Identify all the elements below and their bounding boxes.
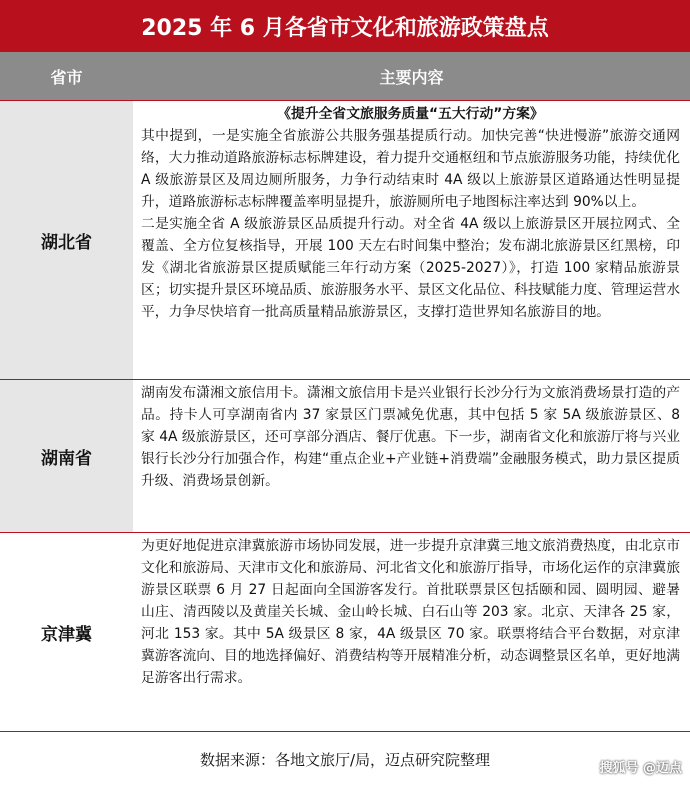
table-header	[0, 52, 690, 101]
content-cell	[133, 380, 690, 532]
table-row	[0, 533, 690, 732]
province-cell: 湖南省	[0, 380, 133, 532]
content-paragraph: 为更好地促进京津冀旅游市场协同发展，进一步提升京津冀三地文旅消费热度，由北京市文化和旅游局、天津市文化和旅游局、河北省文化和旅游厅指导，市场化运作的京津冀旅游景区联票 6 月 27 日起面向全国游客发行。首批联票景区包括颐和园、圆明园、避暑山庄、清西陵以及黄崖关长城、金山岭长城、白石山等 203 家。北京、天津各 25 家，河北 153 家。其中 5A 级景区 8 家，4A 级景区 70 家。联票将结合平台数据，对京津冀游客流向、目的地选择偏好、消费结构等开展精准分析，动态调整景区名单，更好地满足游客出行需求。	[141, 538, 680, 686]
content-paragraph: 湖南发布潇湘文旅信用卡。潇湘文旅信用卡是兴业银行长沙分行为文旅消费场景打造的产品。持卡人可享湖南省内 37 家景区门票减免优惠，其中包括 5 家 5A 级旅游景区、8 家 4A 级旅游景区，还可享部分酒店、餐厅优惠。下一步，湖南省文化和旅游厅将与兴业银行长沙分行加强合作，构建“重点企业+产业链+消费端”金融服务模式，助力景区提质升级、消费场景创新。	[141, 385, 680, 489]
header-content: 主要内容	[379, 67, 444, 87]
content-paragraph: 二是实施全省 A 级旅游景区品质提升行动。对全省 4A 级以上旅游景区开展拉网式、全覆盖、全方位复核指导，开展 100 天左右时间集中整治；发布湖北旅游景区红黑榜，印发《湖北省旅游景区提质赋能三年行动方案（2025-2027）》，打造 100 家精品旅游景区；切实提升景区环境品质、旅游服务水平、景区文化品位、科技赋能力度、管理运营水平，力争尽快培育一批高质量精品旅游景区，支撑打造世界知名旅游目的地。	[141, 216, 680, 320]
table-row	[0, 380, 690, 533]
province-cell: 湖北省	[0, 101, 133, 379]
page-title: 2025 年 6 月各省市文化和旅游政策盘点	[0, 0, 690, 52]
header-province: 省市	[50, 67, 83, 87]
table-row	[0, 101, 690, 380]
content-cell	[133, 533, 690, 731]
content-paragraph: 其中提到，一是实施全省旅游公共服务强基提质行动。加快完善“快进慢游”旅游交通网络，大力推动道路旅游标志标牌建设，着力提升交通枢纽和节点旅游服务功能，持续优化 A 级旅游景区及周边厕所服务，力争行动结束时 4A 级以上旅游景区道路通达性明显提升，道路旅游标志标牌覆盖率明显提升，旅游厕所电子地图标注率达到 90%以上。	[141, 128, 680, 210]
data-source-text: 数据来源：各地文旅厅/局，迈点研究院整理	[199, 750, 491, 769]
policy-subtitle: 《提升全省文旅服务质量“五大行动”方案》	[277, 106, 544, 122]
data-source	[0, 732, 690, 786]
province-cell: 京津冀	[41, 624, 92, 645]
content-cell	[133, 101, 690, 379]
watermark: 搜狐号 @迈点	[599, 761, 682, 776]
